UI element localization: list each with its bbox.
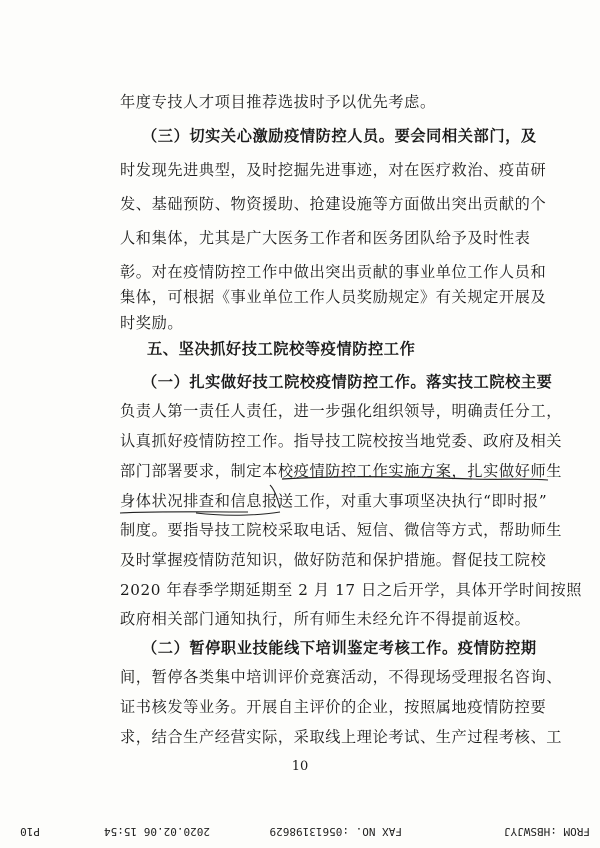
fax-page: P10 (20, 825, 40, 838)
text-line: 求，结合生产经营实际，采取线上理论考试、生产过程考核、工 (120, 728, 563, 746)
fax-number: FAX NO. :05613198629 (269, 825, 402, 838)
section-heading: （二）暂停职业技能线下培训鉴定考核工作。疫情防控期 (142, 639, 537, 657)
fax-header (0, 818, 600, 842)
text-line: 彰。对在疫情防控工作中做出突出贡献的事业单位工作人员和 (120, 263, 547, 281)
text-line: 证书核发等业务。开展自主评价的企业，按照属地疫情防控要 (120, 698, 547, 716)
text-line: 2020 年春季学期延期至 2 月 17 日之后开学，具体开学时间按照 (120, 581, 583, 599)
text-line: 集体，可根据《事业单位工作人员奖励规定》有关规定开展及 (120, 288, 547, 306)
text-line: 认真抓好疫情防控工作。指导技工院校按当地党委、政府及相关 (120, 432, 563, 450)
text-line: 时发现先进典型，及时挖掘先进事迹，对在医疗救治、疫苗研 (120, 161, 547, 179)
text-line: 政府相关部门通知执行，所有师生未经允许不得提前返校。 (120, 610, 531, 628)
fax-from: FROM :HBSWJYJ (503, 825, 590, 838)
section-heading: （一）扎实做好技工院校疫情防控工作。落实技工院校主要 (142, 373, 553, 391)
text-line: 制度。要指导技工院校采取电话、短信、微信等方式，帮助师生 (120, 521, 563, 539)
page-number: 10 (291, 759, 309, 774)
text-line: 及时掌握疫情防范知识，做好防范和保护措施。督促技工院校 (120, 551, 547, 569)
text-line: 部门部署要求，制定本校疫情防控工作实施方案，扎实做好师生 (120, 462, 563, 480)
fax-datetime: 2020.02.06 15:54 (104, 825, 210, 838)
text-line: 身体状况排查和信息报送工作，对重大事项坚决执行“即时报” (120, 492, 548, 510)
chapter-heading: 五、坚决抓好技工院校等疫情防控工作 (147, 340, 416, 358)
text-line: 负责人第一责任人责任，进一步强化组织领导，明确责任分工， (120, 402, 563, 420)
text-line: 人和集体，尤其是广大医务工作者和医务团队给予及时性表 (120, 229, 531, 247)
text-line: 发、基础预防、物资援助、抢建设施等方面做出突出贡献的个 (120, 195, 547, 213)
section-heading: （三）切实关心激励疫情防控人员。要会同相关部门，及 (142, 127, 537, 145)
text-line: 时奖励。 (120, 314, 184, 332)
text-line: 年度专技人才项目推荐选拔时予以优先考虑。 (120, 93, 436, 111)
text-line: 间，暂停各类集中培训评价竞赛活动，不得现场受理报名咨询、 (120, 668, 563, 686)
